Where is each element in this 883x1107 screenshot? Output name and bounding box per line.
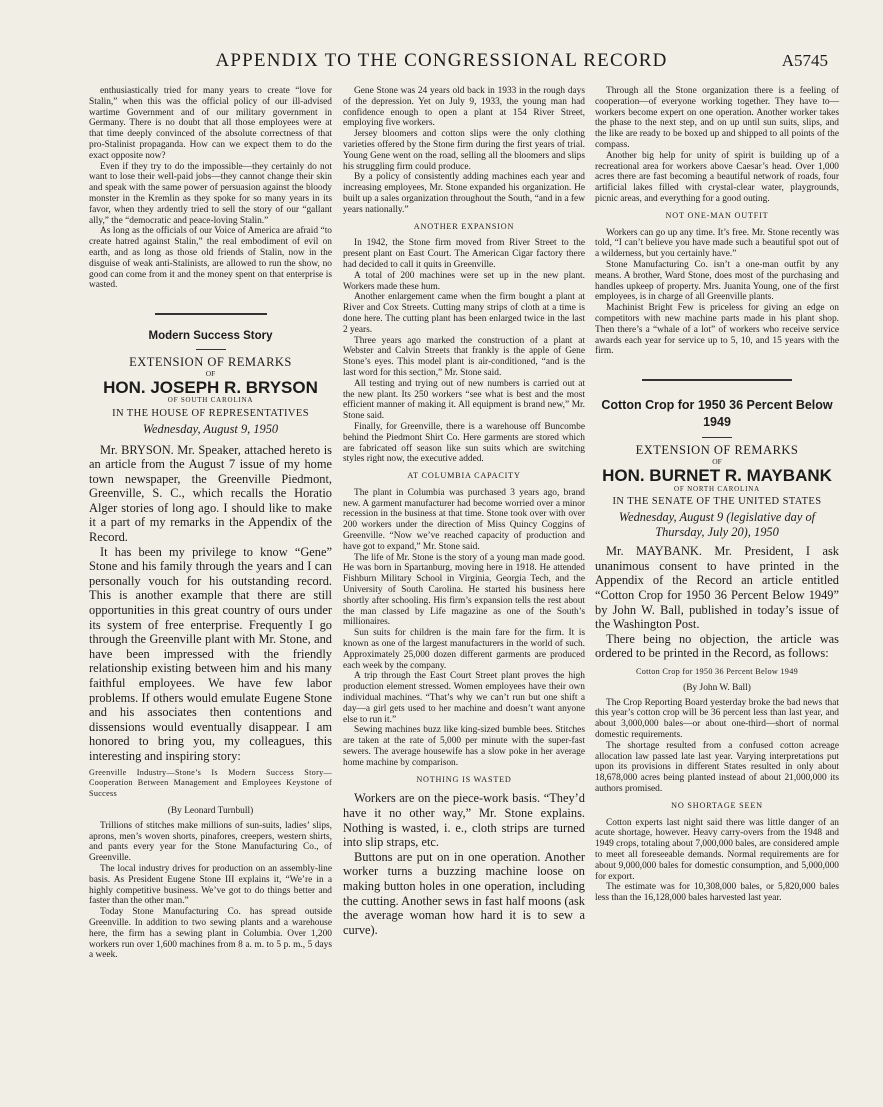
paragraph: Gene Stone was 24 years old back in 1933 in the rough days of the depression. Yet on July 9, 1933, the young man had confidence enough to open a plant at 154 River Street, employing five workers.	[343, 86, 585, 129]
byline: (By Leonard Turnbull)	[167, 805, 254, 816]
subheading: NOT ONE-MAN OUTFIT	[665, 210, 769, 220]
paragraph: Today Stone Manufacturing Co. has spread outside Greenville. In addition to two sewing plants and a warehouse here, the firm has a sewing plant in Columbia. Over 1,200 workers run over 1,600 machines from 8 a. m. to 5 p. m., 5 days a week.	[89, 907, 332, 961]
paragraph: Three years ago marked the construction of a plant at Webster and Calvin Streets that frankly is the apple of Gene Stone’s eyes. This model plant is air-conditioned, “and is the last word for this section,” Mr. Stone said.	[343, 335, 585, 378]
paragraph: The local industry drives for production on an assembly-line basis. As President Eugene Stone III explains it, “We’re in a highly competitive business. We’ve got to do things better and faster than the other man.”	[89, 863, 332, 907]
paragraph: Workers are on the piece-work basis. “They’d have it no other way,” Mr. Stone explains. Nothing is wasted, i. e., cloth strips are turned into slip straps, etc.	[343, 791, 585, 850]
chamber: IN THE HOUSE OF REPRESENTATIVES	[112, 408, 309, 420]
paragraph: In 1942, the Stone firm moved from River Street to the present plant on East Court. The American Cigar factory there had decided to call it quits in Greenville.	[343, 238, 585, 270]
paragraph: All testing and trying out of new numbers is carried out at the new plant. Its 250 workers “see what is best and the most efficient manner of making it. All equipment is brand new,” Mr. Stone said.	[343, 378, 585, 422]
article-headline: Cotton Crop for 1950 36 Percent Below 1949	[635, 667, 798, 677]
paragraph: Workers can go up any time. It’s free. Mr. Stone recently was told, “I can’t believe you have made such a beautiful spot out of a wilderness, but you certainly have.”	[595, 227, 839, 260]
byline: (By John W. Ball)	[683, 682, 751, 693]
column-2	[343, 86, 585, 937]
paragraph: Sun suits for children is the main fare for the firm. It is known as one of the largest manufacturers in the world of such. Approximately 25,000 dozen different garments are produced each week by the company.	[343, 628, 585, 671]
paragraph: The shortage resulted from a confused cotton acreage allocation law passed late last year. Varying interpretations put upon its provisions in different States resulted in only about 18,678,000 acres being planted instead of about 21,000,000 its authors promised.	[595, 740, 839, 795]
paragraph: Mr. MAYBANK. Mr. President, I ask unanimous consent to have printed in the Appendix of the Record an article entitled “Cotton Crop for 1950 36 Percent Below 1949” by John W. Ball, published in today’s issue of the Washington Post.	[595, 544, 839, 632]
of-label: OF	[712, 456, 722, 466]
section-title: Cotton Crop for 1950 36 Percent Below 1949	[601, 398, 833, 430]
extension-heading: EXTENSION OF REMARKS	[635, 443, 799, 458]
session-date: Wednesday, August 9, 1950	[142, 421, 279, 436]
paragraph: The estimate was for 10,308,000 bales, or 5,820,000 bales less than the 16,128,000 bales harvested last year.	[595, 882, 839, 904]
paragraph: A trip through the East Court Street plant proves the high production element stressed. Women employees have their own individual machines. “That’s why we can’t run but one shift a day—a girl gets used to her machine and doesn’t want anyone else to run it.”	[343, 671, 585, 725]
paragraph: A total of 200 machines were set up in the new plant. Workers made these hum.	[343, 270, 585, 292]
section-rule	[155, 313, 267, 315]
article-headline: Greenville Industry—Stone’s Is Modern Success Story—Cooperation Between Management and Employees Keystone of Success	[89, 767, 332, 799]
divider	[196, 349, 226, 350]
session-date: Wednesday, August 9 (legislative day of Thursday, July 20), 1950	[618, 510, 816, 539]
page-number: A5745	[781, 51, 828, 70]
page-header	[0, 50, 883, 74]
paragraph: Jersey bloomers and cotton slips were the only clothing varieties offered by the Stone firm during the first years of trial. Young Gene went on the road, selling all the bloomers and slips his struggling firm could produce.	[343, 129, 585, 172]
divider	[702, 437, 732, 438]
paragraph: enthusiastically tried for many years to create “love for Stalin,” when this was the official policy of our ill-advised wartime Government and of our military government in Germany. There is no doubt that all those employees were at that time deeply convinced of the absolute correctness of that pro-Stalinist propaganda. How can we expect them to do the exact opposite now?	[89, 86, 332, 161]
paragraph: By a policy of consistently adding machines each year and increasing employees, Mr. Stone expanded his organization. He built up a sales organization throughout the South, “and in a few years nationally.”	[343, 172, 585, 215]
paragraph: Buttons are put on in one operation. Another worker turns a buzzing machine loose on making button holes in one operation, including the cutting. Another sews in fast half moons (ask the average woman how hard it is to sew a curve).	[343, 849, 585, 937]
section-title: Modern Success Story	[148, 330, 273, 343]
member-state: OF SOUTH CAROLINA	[167, 396, 254, 405]
paragraph: Even if they try to do the impossible—they certainly do not want to lose their well-paid jobs—they cannot change their skin and speak with the same power of persuasion against the bloody monster in the Kremlin as they spoke for so many years in its favor, when they ardently tried to sell the story of our “gallant ally,” the “democratic and peace-loving Stalin.”	[89, 161, 332, 226]
subheading: NOTHING IS WASTED	[416, 774, 512, 784]
paragraph: As long as the officials of our Voice of America are afraid “to create hatred against Stalin,” the real embodiment of evil on earth, and as long as those old friends of Stalin, now in the disguise of weak anti-Stalinists, are allowed to run the show, no good can come from it and the money spent on that enterprise is wasted.	[89, 226, 332, 291]
subheading: AT COLUMBIA CAPACITY	[407, 471, 521, 481]
subheading: NO SHORTAGE SEEN	[671, 800, 763, 810]
paragraph: Another enlargement came when the firm bought a plant at River and Cox Streets. Cutting many strips of cloth at a time is done here. The cutting plant has been enlarged twice in the last 2 years.	[343, 292, 585, 335]
member-name: HON. BURNET R. MAYBANK	[602, 465, 832, 485]
paragraph: Cotton experts last night said there was little danger of an acute shortage, however. Heavy carry-overs from the 1948 and 1949 crops, totaling about 7,000,000 bales, are considered ample to meet all foreseeable demands. Normal requirements are for about 9,000,000 bales for domestic consumption, and 5,000,000 for export.	[595, 817, 839, 882]
of-label: OF	[205, 368, 216, 378]
paragraph: The plant in Columbia was purchased 3 years ago, brand new. A garment manufacturer had become worried over a minor recession in the business at that time. Stone took over with over 200 workers under the direction of Miss Quincy Coggins of Greenville. “Now we’ve reached capacity of production and have got to expand,” Mr. Stone said.	[343, 487, 585, 552]
paragraph: Machinist Bright Few is priceless for giving an edge on competitors with new machine parts made in his plant shop. Then there’s a “whale of a lot” of workers who receive service awards each year for service up to 5, 10, and 15 years with the firm.	[595, 303, 839, 357]
paragraph: It has been my privilege to know “Gene” Stone and his family through the years and I can personally vouch for his outstanding record. This is another example that there are still opportunities in this great country of ours under its system of free enterprise. Frequently I go through the Greenville plant with Mr. Stone, and have been impressed with the friendly relationship existing between him and his many faithful employees. We have few labor problems. If others would emulate Eugene Stone and his associates then contentions and dissensions would eventually disappear. I am honored to bring you, my colleagues, this interesting and inspiring story:	[89, 544, 332, 763]
column-3	[595, 86, 839, 904]
chamber: IN THE SENATE OF THE UNITED STATES	[612, 496, 822, 508]
paragraph: Through all the Stone organization there is a feeling of cooperation—of everyone working together. They have to—workers become expert on one operation. Another worker takes the phase to the next step, and on up until sun suits, slips, and the like are ready to be boxed up and shipped to all points of the compass.	[595, 86, 839, 150]
paragraph: Finally, for Greenville, there is a warehouse off Buncombe behind the Piedmont Shirt Co. Here garments are stored which are fabricated off season like sun suits which are switching styles right now, the executive added.	[343, 421, 585, 465]
member-state: OF NORTH CAROLINA	[674, 484, 760, 493]
subheading: ANOTHER EXPANSION	[413, 221, 515, 231]
member-name: HON. JOSEPH R. BRYSON	[103, 377, 318, 397]
paragraph: Another big help for unity of spirit is building up of a recreational area for workers above Caesar’s head. Over 1,000 acres there are fast becoming a beautiful network of roads, four artificial lakes filled with crystal-clear water, playgrounds, picnic areas, and everything for a good outing.	[595, 150, 839, 204]
paragraph: Trillions of stitches make millions of sun-suits, ladies’ slips, aprons, men’s woven shorts, pinafores, creepers, western shirts, and pants every year for the Stone Manufacturing Co., of Greenville.	[89, 820, 332, 864]
paragraph: The Crop Reporting Board yesterday broke the bad news that this year’s cotton crop will be 36 percent less than last year, and about 3,000,000 bales—or about one-third—short of normal domestic requirements.	[595, 697, 839, 741]
paragraph: Sewing machines buzz like king-sized bumble bees. Stitches are taken at the rate of 5,000 per minute with the super-fast sewers. The average housewife has a slow poke in her average home machine by comparison.	[343, 725, 585, 768]
extension-heading: EXTENSION OF REMARKS	[129, 354, 292, 369]
paragraph: The life of Mr. Stone is the story of a young man made good. He was born in Spartanburg, moving here in 1918. He attended Fishburn Military School in Virginia, Georgia Tech, and the University of South Carolina. He started his business here shortly after schooling. His firm’s expansion tells the rest about the man classed by Life magazine as one of the South’s millionaires.	[343, 552, 585, 628]
section-rule	[642, 379, 792, 381]
paragraph: Stone Manufacturing Co. isn’t a one-man outfit by any means. A brother, Ward Stone, does most of the purchasing and handles upkeep of property. Mrs. Juanita Young, one of the first employees, is in charge of all Greenville plants.	[595, 259, 839, 303]
running-title: APPENDIX TO THE CONGRESSIONAL RECORD	[215, 50, 668, 71]
column-1	[89, 86, 332, 961]
paragraph: Mr. BRYSON. Mr. Speaker, attached hereto is an article from the August 7 issue of my home town newspaper, the Greenville Piedmont, Greenville, S. C., which recalls the Horatio Alger stories of long ago. I should like to make it a part of my remarks in the Appendix of the Record.	[89, 442, 332, 545]
paragraph: There being no objection, the article was ordered to be printed in the Record, as follows:	[595, 631, 839, 661]
